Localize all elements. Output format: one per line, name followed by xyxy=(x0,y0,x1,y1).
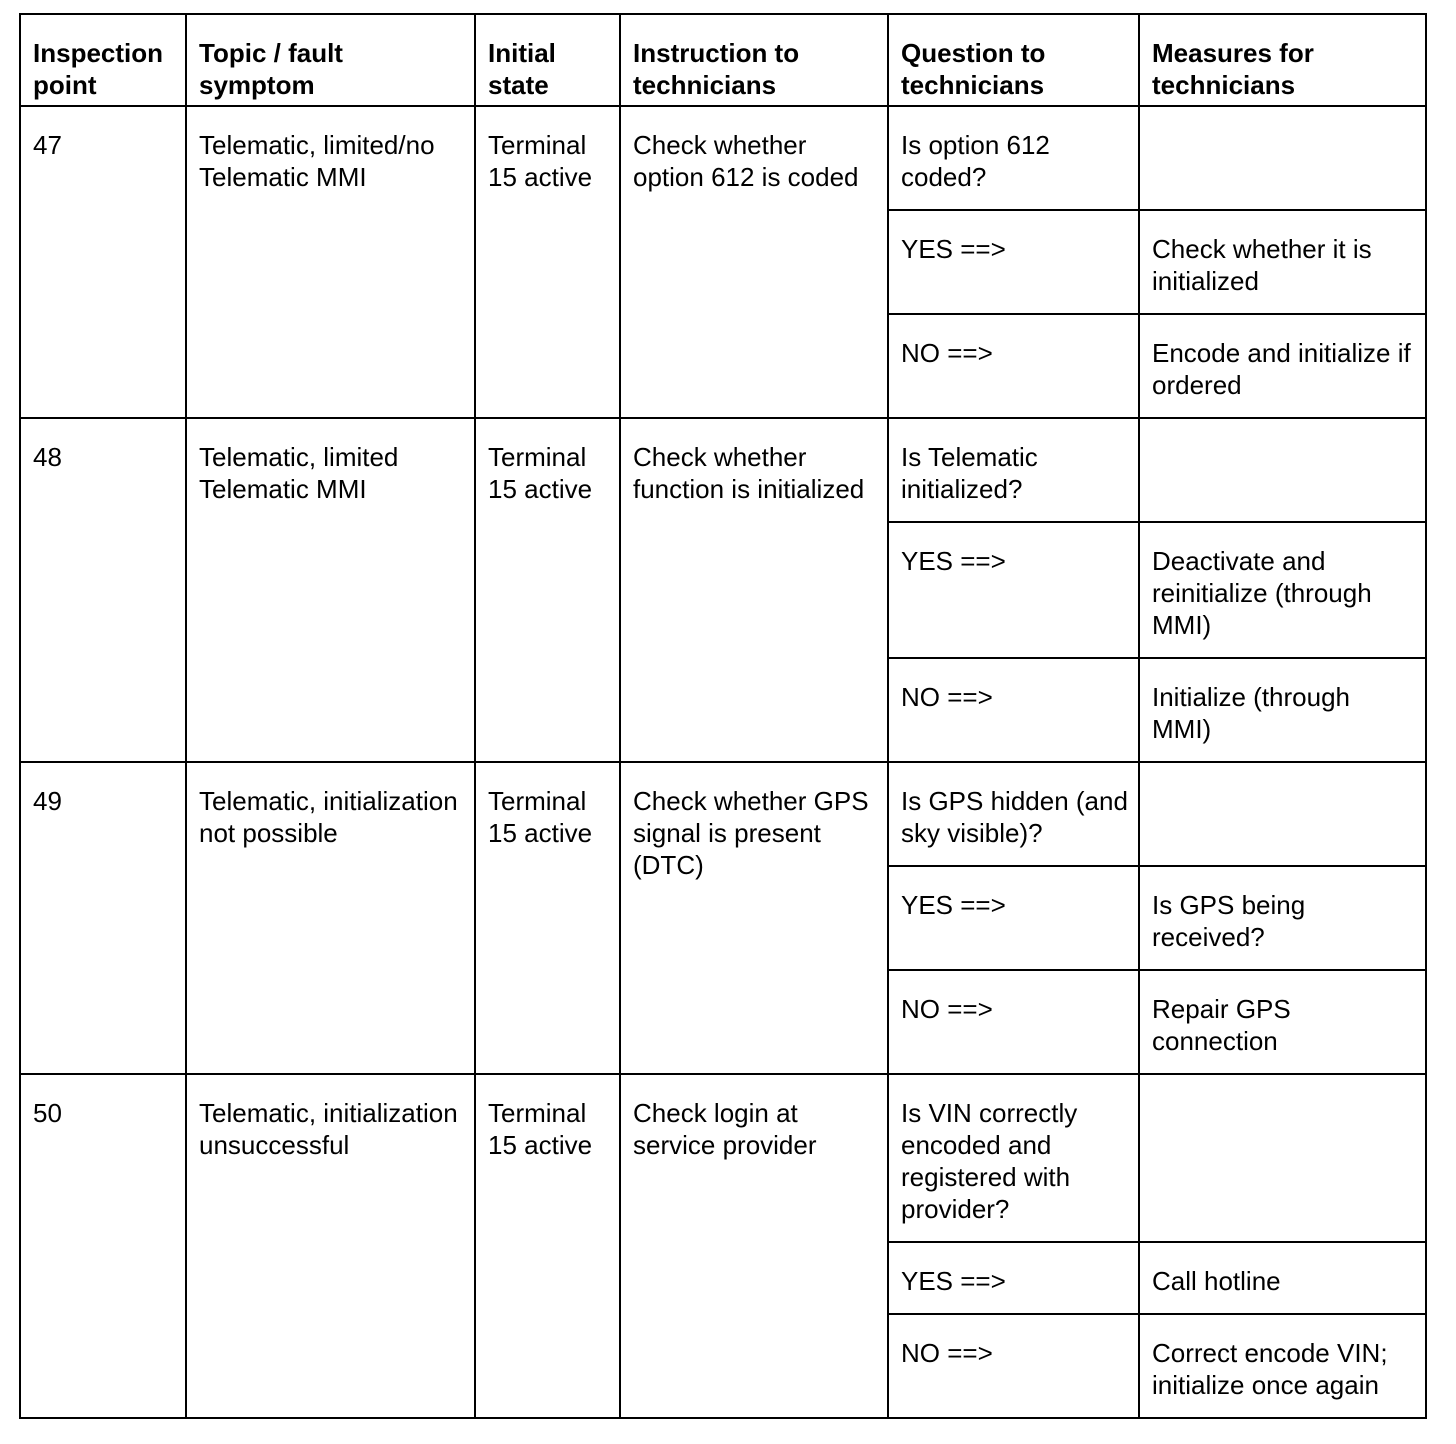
topic-cell: Telematic, limited/no Telematic MMI xyxy=(186,106,475,418)
measure-empty-cell xyxy=(1139,1074,1426,1242)
no-measure-cell: Initialize (through MMI) xyxy=(1139,658,1426,762)
yes-measure-cell: Check whether it is initialized xyxy=(1139,210,1426,314)
question-cell: Is option 612 coded? xyxy=(888,106,1139,210)
inspection-point-cell: 47 xyxy=(20,106,186,418)
yes-measure-cell: Deactivate and reinitialize (through MMI) xyxy=(1139,522,1426,658)
initial-state-cell: Terminal 15 active xyxy=(475,106,620,418)
instruction-cell: Check whether option 612 is coded xyxy=(620,106,888,418)
yes-label-cell: YES ==> xyxy=(888,866,1139,970)
topic-cell: Telematic, limited Telematic MMI xyxy=(186,418,475,762)
initial-state-cell: Terminal 15 active xyxy=(475,418,620,762)
question-cell: Is Telematic initialized? xyxy=(888,418,1139,522)
table-row xyxy=(20,418,1426,522)
no-label-cell: NO ==> xyxy=(888,970,1139,1074)
question-cell: Is VIN correctly encoded and registered with provider? xyxy=(888,1074,1139,1242)
inspection-point-cell: 50 xyxy=(20,1074,186,1418)
no-label-cell: NO ==> xyxy=(888,1314,1139,1418)
inspection-table xyxy=(19,13,1427,1419)
header-topic: Topic / fault symptom xyxy=(186,14,475,106)
instruction-cell: Check login at service provider xyxy=(620,1074,888,1418)
header-initial-state: Initial state xyxy=(475,14,620,106)
initial-state-cell: Terminal 15 active xyxy=(475,762,620,1074)
yes-label-cell: YES ==> xyxy=(888,210,1139,314)
inspection-point-cell: 48 xyxy=(20,418,186,762)
no-measure-cell: Correct encode VIN; initialize once again xyxy=(1139,1314,1426,1418)
instruction-cell: Check whether GPS signal is present (DTC) xyxy=(620,762,888,1074)
header-row xyxy=(20,14,1426,106)
question-cell: Is GPS hidden (and sky visible)? xyxy=(888,762,1139,866)
header-measures: Measures for technicians xyxy=(1139,14,1426,106)
no-label-cell: NO ==> xyxy=(888,658,1139,762)
yes-measure-cell: Call hotline xyxy=(1139,1242,1426,1314)
yes-measure-cell: Is GPS being received? xyxy=(1139,866,1426,970)
header-question: Question to technicians xyxy=(888,14,1139,106)
no-measure-cell: Encode and initialize if ordered xyxy=(1139,314,1426,418)
measure-empty-cell xyxy=(1139,762,1426,866)
no-label-cell: NO ==> xyxy=(888,314,1139,418)
inspection-point-cell: 49 xyxy=(20,762,186,1074)
no-measure-cell: Repair GPS connection xyxy=(1139,970,1426,1074)
table-row xyxy=(20,1074,1426,1242)
instruction-cell: Check whether function is initialized xyxy=(620,418,888,762)
yes-label-cell: YES ==> xyxy=(888,522,1139,658)
yes-label-cell: YES ==> xyxy=(888,1242,1139,1314)
initial-state-cell: Terminal 15 active xyxy=(475,1074,620,1418)
measure-empty-cell xyxy=(1139,106,1426,210)
measure-empty-cell xyxy=(1139,418,1426,522)
header-instruction: Instruction to technicians xyxy=(620,14,888,106)
table-row xyxy=(20,762,1426,866)
header-inspection-point: Inspection point xyxy=(20,14,186,106)
table-row xyxy=(20,106,1426,210)
topic-cell: Telematic, initialization unsuccessful xyxy=(186,1074,475,1418)
topic-cell: Telematic, initialization not possible xyxy=(186,762,475,1074)
